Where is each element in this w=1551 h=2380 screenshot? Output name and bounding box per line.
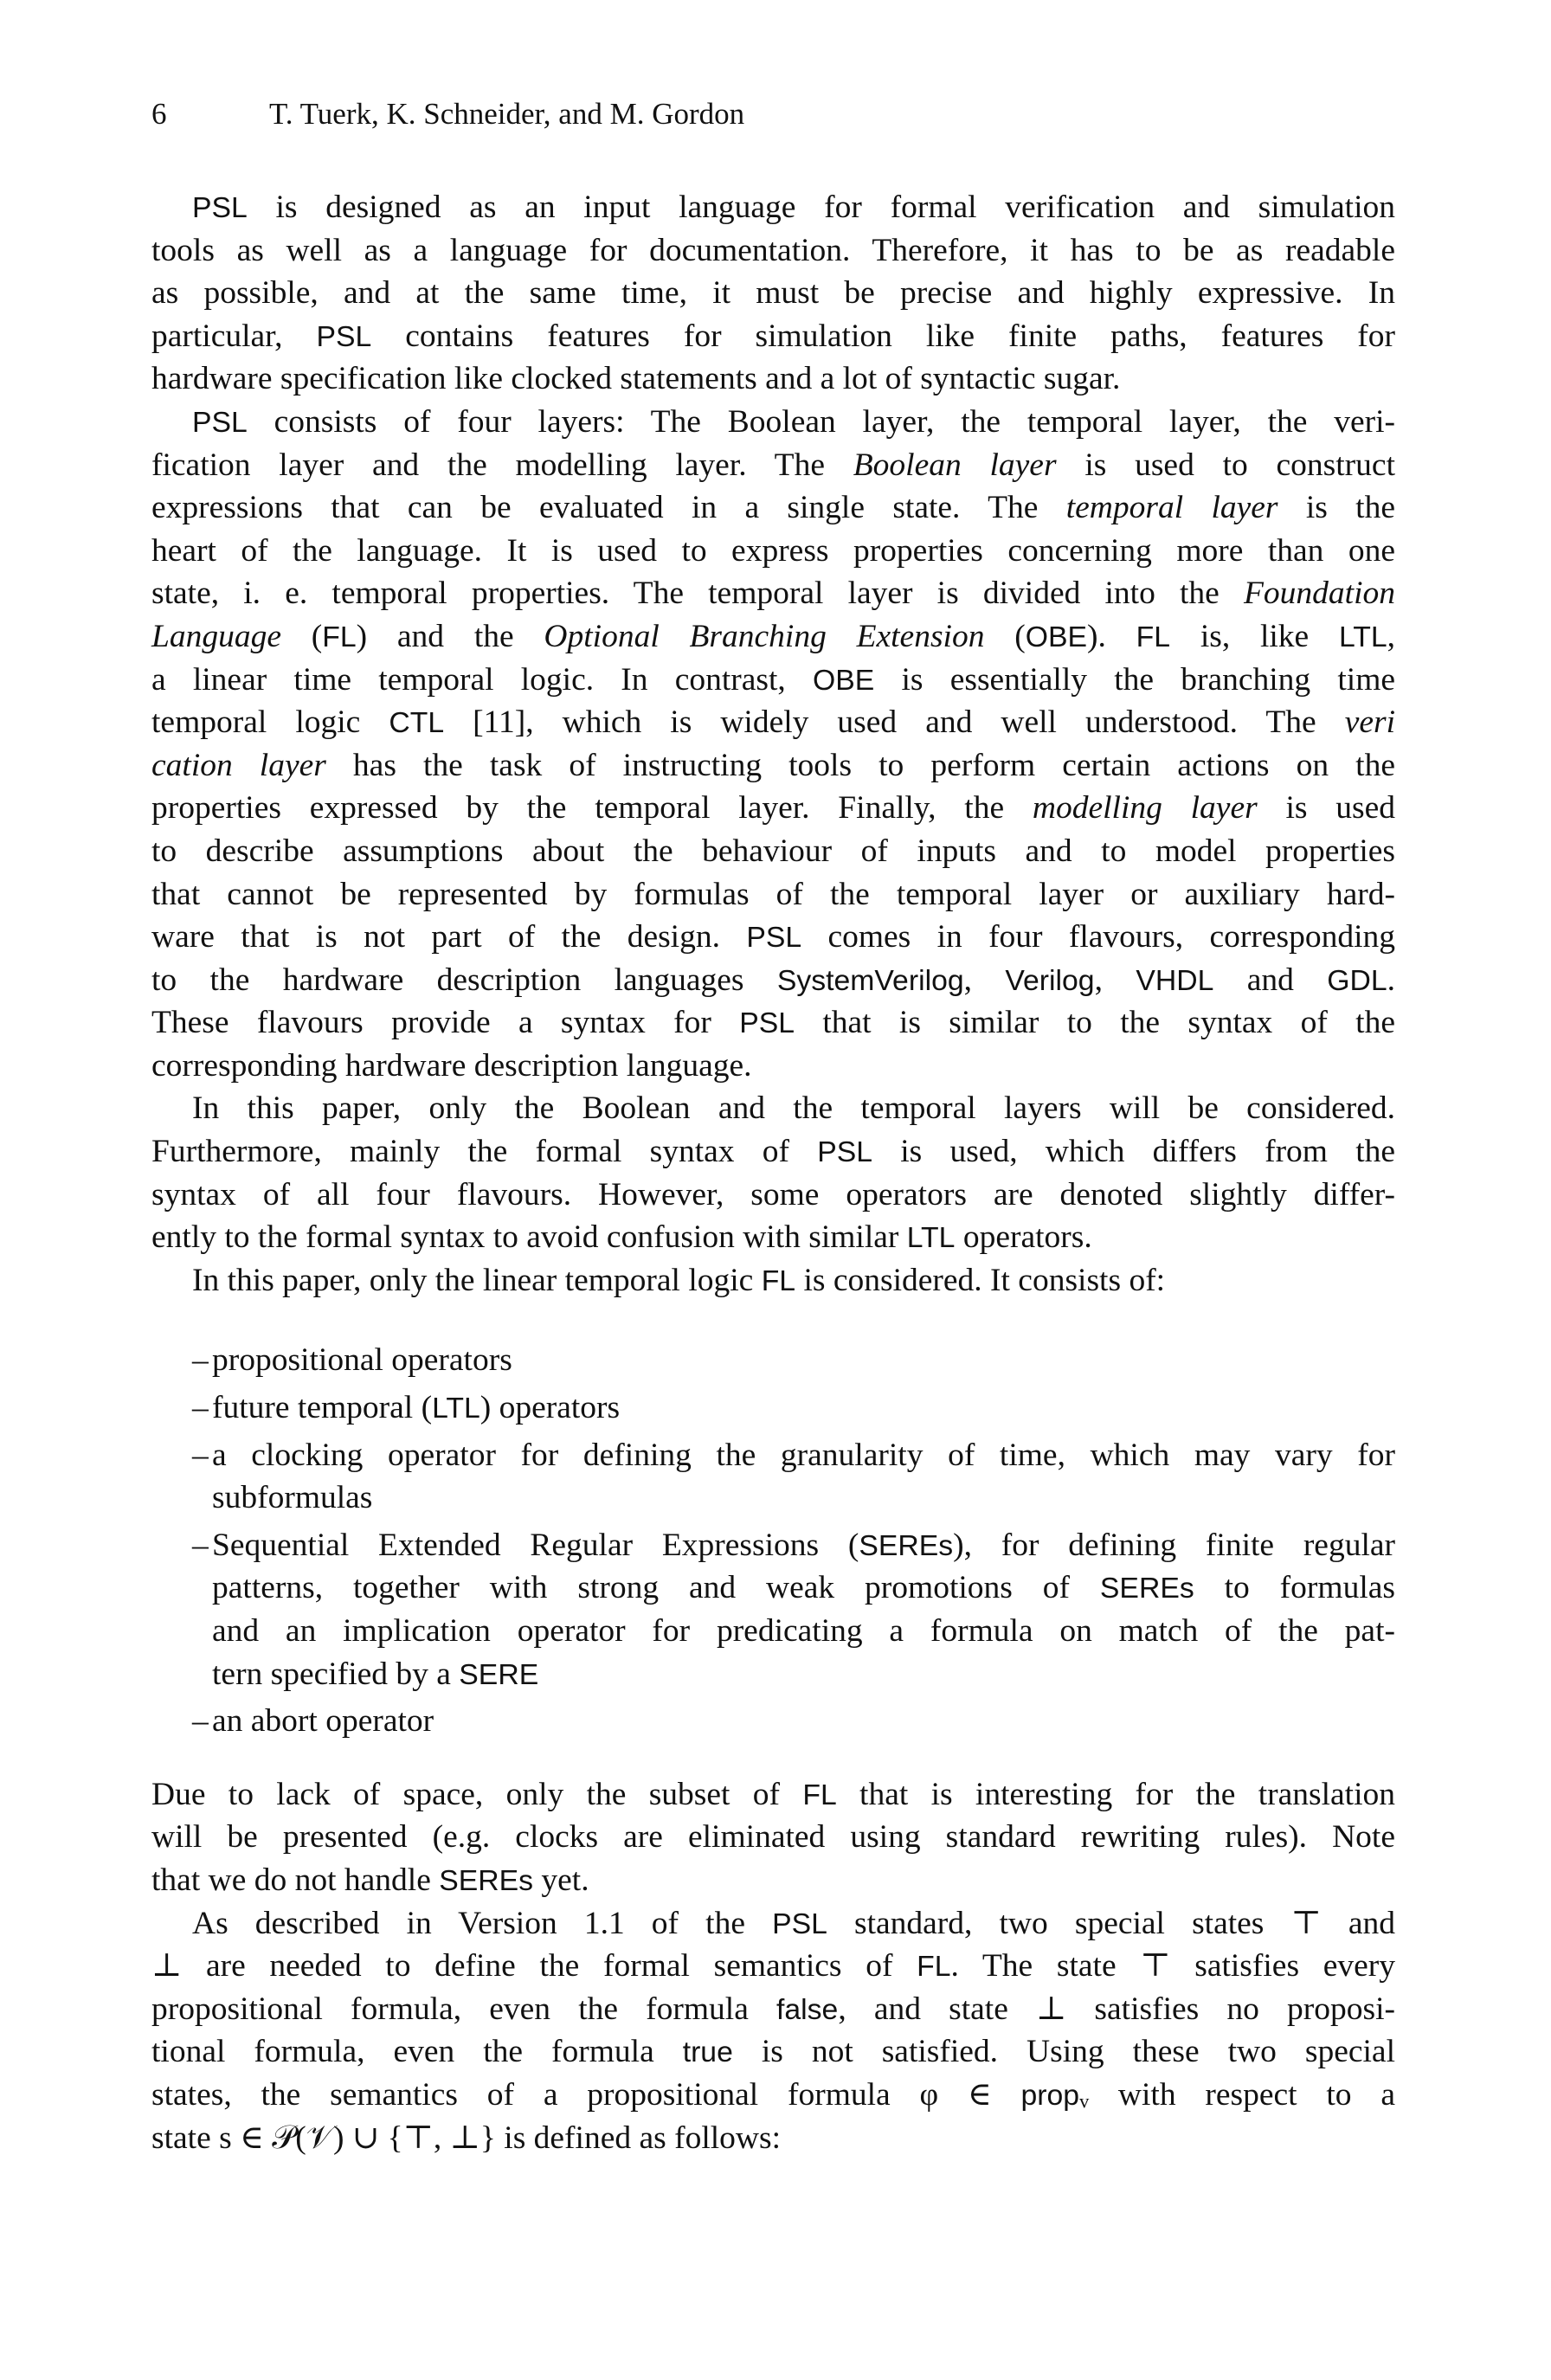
text-line: as possible, and at the same time, it must be precise and highly expressive. In (151, 275, 1395, 312)
text-line: that cannot be represented by formulas of the temporal layer or auxiliary hard- (151, 876, 1395, 912)
text-line: propositional formula, even the formula false, and state ⊥ satisfies no proposi- (151, 1991, 1396, 2027)
text-line: subformulas (212, 1480, 373, 1516)
running-header-authors: T. Tuerk, K. Schneider, and M. Gordon (269, 97, 745, 131)
page-number: 6 (151, 97, 167, 131)
text-line: and an implication operator for predicating a formula on match of the pat- (212, 1613, 1395, 1649)
text-line: In this paper, only the Boolean and the temporal layers will be considered. (192, 1090, 1395, 1127)
paragraph (151, 401, 1395, 1088)
dash-bullet-icon: – (192, 1703, 209, 1740)
text-line: These flavours provide a syntax for PSL that is similar to the syntax of the (151, 1005, 1395, 1041)
text-line: ⊥ are needed to define the formal semantics of FL. The state ⊤ satisfies every (151, 1948, 1395, 1984)
text-line: a linear time temporal logic. In contrast, OBE is essentially the branching time (151, 661, 1396, 698)
text-line: ently to the formal syntax to avoid confusion with similar LTL operators. (151, 1219, 1092, 1256)
text-line: that we do not handle SEREs yet. (151, 1862, 589, 1898)
text-line: a clocking operator for defining the granularity of time, which may vary for (212, 1437, 1395, 1473)
text-line: Sequential Extended Regular Expressions (SEREs), for defining finite regular (212, 1527, 1395, 1563)
text-line: Due to lack of space, only the subset of FL that is interesting for the translation (151, 1776, 1395, 1812)
dash-bullet-icon: – (192, 1342, 209, 1379)
dash-bullet-icon: – (192, 1390, 209, 1426)
text-line: hardware specification like clocked statements and a lot of syntactic sugar. (151, 361, 1121, 397)
text-line: Furthermore, mainly the formal syntax of PSL is used, which differs from the (151, 1134, 1396, 1170)
text-line: state, i. e. temporal properties. The temporal layer is divided into the Foundation (151, 576, 1395, 612)
text-line: tional formula, even the formula true is not satisfied. Using these two special (151, 2034, 1395, 2070)
text-line: Language (FL) and the Optional Branching Extension (OBE). FL is, like LTL, (151, 618, 1395, 654)
text-line: particular, PSL contains features for simulation like finite paths, features for (151, 318, 1395, 354)
text-line: to describe assumptions about the behaviour of inputs and to model properties (151, 833, 1395, 869)
paragraph (151, 1902, 1395, 2160)
list-item (151, 1700, 1395, 1743)
text-line: patterns, together with strong and weak promotions of SEREs to formulas (212, 1570, 1395, 1606)
paragraph (151, 186, 1395, 401)
text-line: heart of the language. It is used to express properties concerning more than one (151, 532, 1395, 569)
text-line: tern specified by a SERE (212, 1656, 539, 1692)
list-item (151, 1434, 1395, 1520)
text-line: As described in Version 1.1 of the PSL standard, two special states ⊤ and (192, 1905, 1395, 1941)
list-item (151, 1339, 1395, 1382)
text-line: temporal logic CTL [11], which is widely used and well understood. The veri (151, 704, 1395, 741)
body-text (151, 186, 1395, 2159)
paragraph (151, 1773, 1395, 1902)
dash-bullet-icon: – (192, 1527, 209, 1563)
text-line: syntax of all four flavours. However, some operators are denoted slightly differ- (151, 1176, 1395, 1213)
text-line: cation layer has the task of instructing tools to perform certain actions on the (151, 747, 1395, 783)
text-line: propositional operators (212, 1342, 512, 1379)
paragraph (151, 1259, 1395, 1303)
dash-bullet-icon: – (192, 1437, 209, 1473)
paragraph (151, 1087, 1395, 1258)
text-line: expressions that can be evaluated in a single state. The temporal layer is the (151, 490, 1395, 526)
text-line: tools as well as a language for documentation. Therefore, it has to be as readable (151, 232, 1395, 268)
text-line: future temporal (LTL) operators (212, 1390, 621, 1426)
text-line: PSL is designed as an input language for formal verification and simulation (192, 190, 1395, 225)
text-line: In this paper, only the linear temporal logic FL is considered. It consists of: (192, 1262, 1166, 1298)
text-line: an abort operator (212, 1703, 434, 1740)
list-item (151, 1524, 1395, 1695)
text-line: to the hardware description languages SystemVerilog, Verilog, VHDL and GDL. (151, 962, 1396, 998)
text-line: will be presented (e.g. clocks are eliminated using standard rewriting rules). Note (151, 1819, 1395, 1856)
bullet-list (151, 1339, 1395, 1742)
list-item (151, 1386, 1395, 1430)
text-line: PSL consists of four layers: The Boolean layer, the temporal layer, the veri- (192, 403, 1395, 440)
text-line: properties expressed by the temporal layer. Finally, the modelling layer is used (151, 790, 1395, 827)
text-line: states, the semantics of a propositional formula φ ∈ propᵥ with respect to a (151, 2076, 1396, 2113)
text-line: state s ∈ 𝒫(𝒱) ∪ {⊤, ⊥} is defined as follows: (151, 2119, 782, 2156)
text-line: ware that is not part of the design. PSL comes in four flavours, corresponding (151, 919, 1395, 955)
text-line: corresponding hardware description language. (151, 1047, 752, 1084)
text-line: fication layer and the modelling layer. The Boolean layer is used to construct (151, 447, 1395, 483)
